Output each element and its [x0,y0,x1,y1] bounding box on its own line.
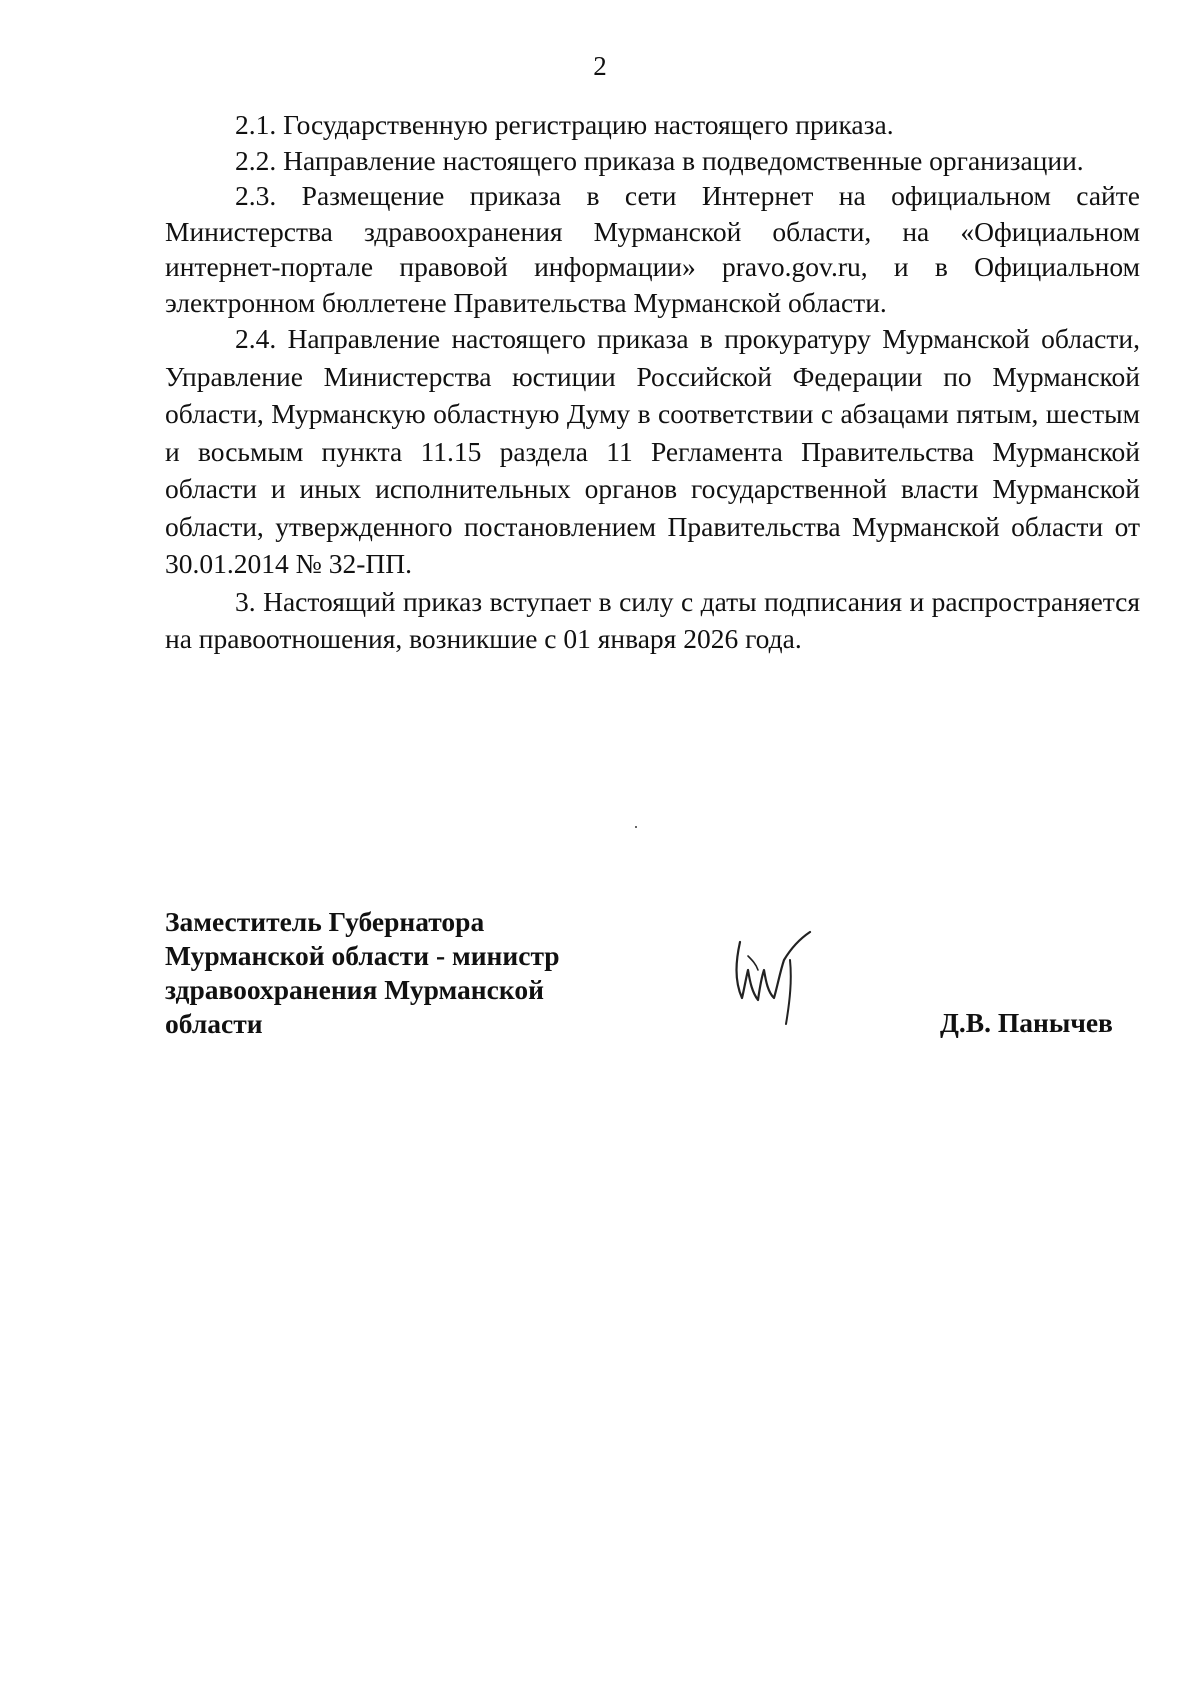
paragraph-2-2: 2.2. Направление настоящего приказа в подведомственные организации. [235,144,1084,176]
signatory-position-line: здравоохранения Мурманской [165,974,544,1005]
signatory-position-line: Заместитель Губернатора [165,906,485,937]
signer-name: Д.В. Панычев [940,1007,1113,1038]
scan-speck [635,826,637,828]
page-number: 2 [593,51,607,81]
paragraph-2-4: 2.4. Направление настоящего приказа в прокуратуру Мурманской области, Управление Министерства юстиции Российской Федерации по Мурманской области, Мурманскую областную Думу в соответствии с абзацами пятым, шестым и восьмым пункта 11.15 раздела 11 Регламента Правительства Мурманской области и иных исполнительных органов государственной власти Мурманской области, утвержденного постановлением Правительства Мурманской области от 30.01.2014 № 32-ПП. [165,323,1140,579]
handwritten-signature [728,920,838,1030]
paragraph-2-1: 2.1. Государственную регистрацию настоящего приказа. [235,109,894,140]
signatory-position-line: области [165,1008,263,1039]
paragraph-3: 3. Настоящий приказ вступает в силу с даты подписания и распространяется на правоотношения, возникшие с 01 января 2026 года. [165,585,1140,654]
document-body [165,107,1140,658]
paragraph-2-3: 2.3. Размещение приказа в сети Интернет на официальном сайте Министерства здравоохранения Мурманской области, на «Официальном интернет-портале правовой информации» pravo.gov.ru, и в Официальном электронном бюллетене Правительства Мурманской области. [165,180,1140,318]
signatory-position [165,905,635,1041]
signatory-position-line: Мурманской области - министр [165,940,560,971]
